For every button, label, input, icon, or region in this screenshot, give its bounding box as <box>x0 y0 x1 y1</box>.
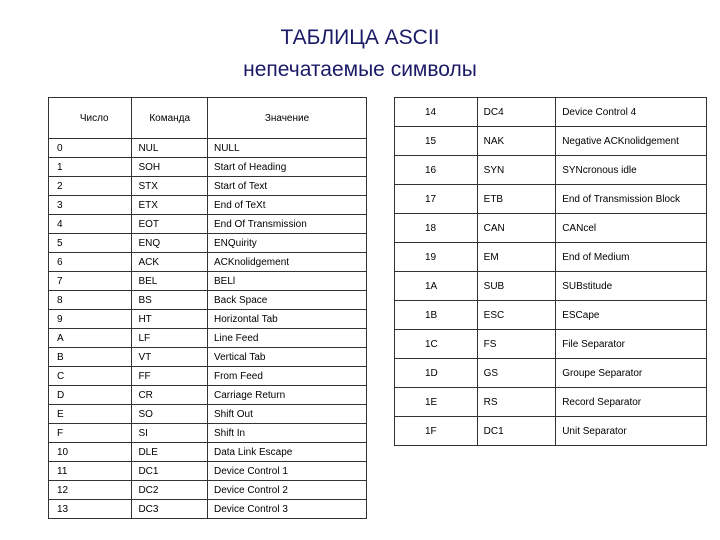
cell-description: Unit Separator <box>556 417 707 446</box>
table-row <box>395 214 707 243</box>
cell-description: File Separator <box>556 330 707 359</box>
cell-command: STX <box>132 177 208 196</box>
cell-description: Device Control 1 <box>207 462 366 481</box>
cell-number: F <box>49 424 132 443</box>
cell-number: 14 <box>395 98 478 127</box>
cell-command: SOH <box>132 158 208 177</box>
cell-description: End of Medium <box>556 243 707 272</box>
table-row <box>49 500 367 519</box>
table-row <box>49 310 367 329</box>
cell-description: Carriage Return <box>207 386 366 405</box>
cell-command: NUL <box>132 139 208 158</box>
cell-description: End of TeXt <box>207 196 366 215</box>
cell-description: Device Control 4 <box>556 98 707 127</box>
cell-description: Groupe Separator <box>556 359 707 388</box>
table-row <box>49 253 367 272</box>
cell-command: VT <box>132 348 208 367</box>
cell-number: 15 <box>395 127 478 156</box>
page-title: ТАБЛИЦА ASCII <box>280 26 440 49</box>
table-row <box>49 481 367 500</box>
cell-number: 9 <box>49 310 132 329</box>
cell-number: A <box>49 329 132 348</box>
table-row <box>395 185 707 214</box>
cell-command: DC2 <box>132 481 208 500</box>
cell-number: 1E <box>395 388 478 417</box>
cell-description: Horizontal Tab <box>207 310 366 329</box>
cell-command: EOT <box>132 215 208 234</box>
header-value: Значение <box>207 98 366 139</box>
cell-description: ESCape <box>556 301 707 330</box>
cell-command: HT <box>132 310 208 329</box>
table-row <box>49 177 367 196</box>
cell-number: C <box>49 367 132 386</box>
cell-command: LF <box>132 329 208 348</box>
cell-command: SYN <box>477 156 556 185</box>
table-header-row <box>49 98 367 139</box>
cell-number: 19 <box>395 243 478 272</box>
table-row <box>49 462 367 481</box>
table-row <box>395 127 707 156</box>
cell-description: Shift In <box>207 424 366 443</box>
cell-command: ETB <box>477 185 556 214</box>
cell-description: CANcel <box>556 214 707 243</box>
cell-description: End Of Transmission <box>207 215 366 234</box>
cell-description: SUBstitude <box>556 272 707 301</box>
cell-description: Start of Heading <box>207 158 366 177</box>
cell-description: Data Link Escape <box>207 443 366 462</box>
table-row <box>49 291 367 310</box>
cell-number: D <box>49 386 132 405</box>
ascii-table-right <box>394 97 707 446</box>
cell-number: 2 <box>49 177 132 196</box>
cell-number: 1C <box>395 330 478 359</box>
cell-command: BEL <box>132 272 208 291</box>
cell-command: DC3 <box>132 500 208 519</box>
table-row <box>395 272 707 301</box>
cell-command: SO <box>132 405 208 424</box>
cell-command: CAN <box>477 214 556 243</box>
table-row <box>49 443 367 462</box>
cell-description: BELl <box>207 272 366 291</box>
cell-number: 3 <box>49 196 132 215</box>
cell-description: Negative ACKnolidgement <box>556 127 707 156</box>
cell-command: FS <box>477 330 556 359</box>
cell-command: ENQ <box>132 234 208 253</box>
table-row <box>395 301 707 330</box>
cell-number: 7 <box>49 272 132 291</box>
cell-description: Back Space <box>207 291 366 310</box>
cell-number: 6 <box>49 253 132 272</box>
cell-number: 13 <box>49 500 132 519</box>
cell-description: From Feed <box>207 367 366 386</box>
table-row <box>49 367 367 386</box>
cell-description: Start of Text <box>207 177 366 196</box>
header-command: Команда <box>132 98 208 139</box>
ascii-table-left <box>48 97 367 519</box>
cell-command: DC1 <box>132 462 208 481</box>
cell-command: CR <box>132 386 208 405</box>
table-row <box>49 348 367 367</box>
cell-number: 18 <box>395 214 478 243</box>
table-row <box>49 158 367 177</box>
cell-command: DC4 <box>477 98 556 127</box>
table-row <box>49 329 367 348</box>
cell-number: 1D <box>395 359 478 388</box>
cell-description: Record Separator <box>556 388 707 417</box>
table-row <box>49 234 367 253</box>
cell-command: RS <box>477 388 556 417</box>
table-row <box>395 417 707 446</box>
cell-number: 0 <box>49 139 132 158</box>
cell-number: 1A <box>395 272 478 301</box>
table-row <box>49 424 367 443</box>
cell-number: 12 <box>49 481 132 500</box>
table-row <box>395 359 707 388</box>
cell-number: 1B <box>395 301 478 330</box>
cell-number: 17 <box>395 185 478 214</box>
page-subtitle: непечатаемые символы <box>243 58 477 81</box>
cell-number: 5 <box>49 234 132 253</box>
cell-command: ESC <box>477 301 556 330</box>
cell-number: 10 <box>49 443 132 462</box>
cell-description: Line Feed <box>207 329 366 348</box>
table-row <box>395 330 707 359</box>
header-number: Число <box>49 98 132 139</box>
cell-number: 11 <box>49 462 132 481</box>
cell-number: E <box>49 405 132 424</box>
table-row <box>49 139 367 158</box>
cell-description: Device Control 3 <box>207 500 366 519</box>
cell-description: ACKnolidgement <box>207 253 366 272</box>
table-row <box>49 405 367 424</box>
cell-description: End of Transmission Block <box>556 185 707 214</box>
cell-description: SYNcronous idle <box>556 156 707 185</box>
cell-description: ENQuirity <box>207 234 366 253</box>
table-row <box>49 215 367 234</box>
cell-number: B <box>49 348 132 367</box>
cell-description: Device Control 2 <box>207 481 366 500</box>
cell-number: 8 <box>49 291 132 310</box>
cell-command: ETX <box>132 196 208 215</box>
table-row <box>395 156 707 185</box>
cell-number: 16 <box>395 156 478 185</box>
cell-command: SUB <box>477 272 556 301</box>
cell-description: NULL <box>207 139 366 158</box>
table-row <box>49 272 367 291</box>
cell-command: BS <box>132 291 208 310</box>
table-row <box>49 386 367 405</box>
table-row <box>49 196 367 215</box>
cell-command: GS <box>477 359 556 388</box>
table-row <box>395 243 707 272</box>
cell-command: NAK <box>477 127 556 156</box>
cell-command: EM <box>477 243 556 272</box>
cell-command: ACK <box>132 253 208 272</box>
cell-description: Shift Out <box>207 405 366 424</box>
cell-command: FF <box>132 367 208 386</box>
cell-command: DLE <box>132 443 208 462</box>
cell-command: SI <box>132 424 208 443</box>
cell-number: 1F <box>395 417 478 446</box>
cell-description: Vertical Tab <box>207 348 366 367</box>
cell-number: 4 <box>49 215 132 234</box>
table-row <box>395 388 707 417</box>
table-row <box>395 98 707 127</box>
cell-number: 1 <box>49 158 132 177</box>
cell-command: DC1 <box>477 417 556 446</box>
